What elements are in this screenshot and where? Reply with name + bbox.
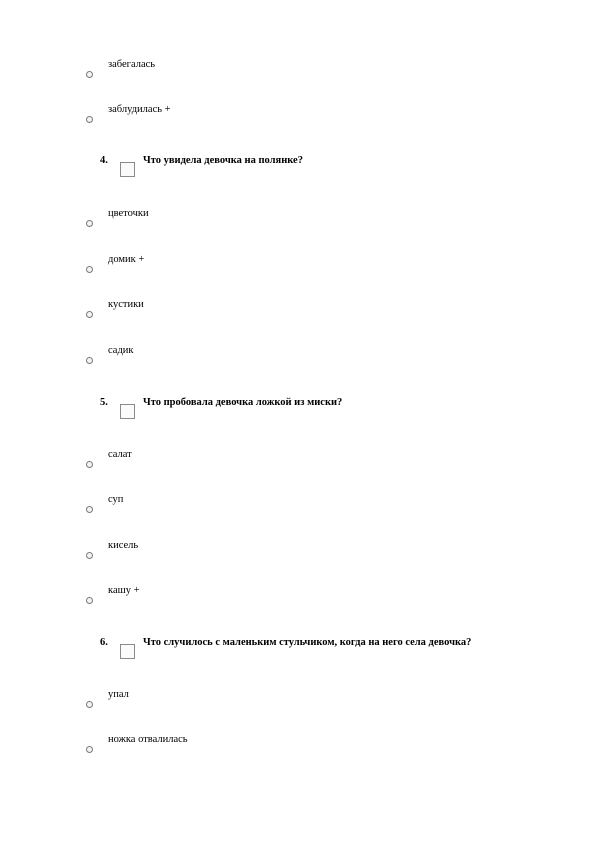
answer-option[interactable] (86, 59, 546, 89)
option-label: забегалась (108, 59, 156, 70)
answer-option[interactable] (86, 585, 546, 615)
radio-button[interactable] (86, 311, 93, 318)
radio-button[interactable] (86, 701, 93, 708)
answer-option[interactable] (86, 254, 546, 284)
answer-option[interactable] (86, 494, 546, 524)
question-4 (100, 155, 570, 185)
answer-option[interactable] (86, 689, 546, 719)
answer-option[interactable] (86, 449, 546, 479)
question-6 (100, 637, 570, 667)
option-label: салат (108, 449, 132, 460)
question-number: 5. (100, 397, 108, 408)
answer-option[interactable] (86, 104, 546, 134)
option-label: садик (108, 345, 134, 356)
radio-button[interactable] (86, 357, 93, 364)
radio-button[interactable] (86, 506, 93, 513)
radio-button[interactable] (86, 552, 93, 559)
radio-button[interactable] (86, 71, 93, 78)
question-text: Что увидела девочка на полянке? (143, 155, 303, 166)
question-number: 6. (100, 637, 108, 648)
answer-option[interactable] (86, 540, 546, 570)
option-label: домик + (108, 254, 145, 265)
option-label: упал (108, 689, 129, 700)
answer-option[interactable] (86, 299, 546, 329)
radio-button[interactable] (86, 597, 93, 604)
radio-button[interactable] (86, 220, 93, 227)
option-label: кисель (108, 540, 139, 551)
question-checkbox[interactable] (120, 404, 135, 419)
question-number: 4. (100, 155, 108, 166)
option-label: кашу + (108, 585, 140, 596)
radio-button[interactable] (86, 266, 93, 273)
option-label: цветочки (108, 208, 149, 219)
question-5 (100, 397, 570, 427)
option-label: кустики (108, 299, 144, 310)
answer-option[interactable] (86, 208, 546, 238)
question-text: Что случилось с маленьким стульчиком, когда на него села девочка? (143, 637, 472, 648)
option-label: ножка отвалилась (108, 734, 188, 745)
question-checkbox[interactable] (120, 162, 135, 177)
option-label: заблудилась + (108, 104, 171, 115)
question-checkbox[interactable] (120, 644, 135, 659)
question-text: Что пробовала девочка ложкой из миски? (143, 397, 343, 408)
radio-button[interactable] (86, 746, 93, 753)
answer-option[interactable] (86, 734, 546, 764)
radio-button[interactable] (86, 461, 93, 468)
radio-button[interactable] (86, 116, 93, 123)
answer-option[interactable] (86, 345, 546, 375)
option-label: суп (108, 494, 124, 505)
